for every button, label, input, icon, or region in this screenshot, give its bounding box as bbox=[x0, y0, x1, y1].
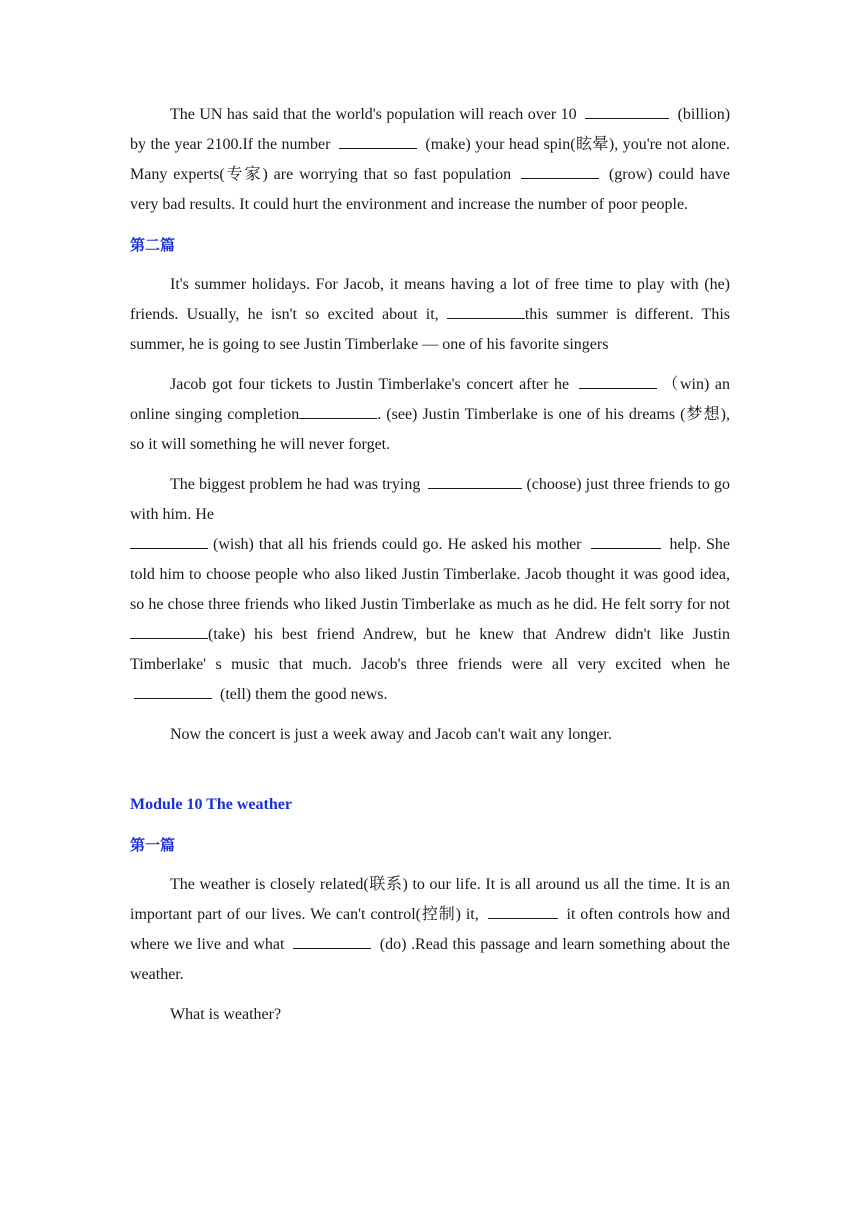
blank-line bbox=[521, 164, 599, 179]
text-segment: (make) your head spin(眩晕), you're not alone. Many experts(专家) are worrying that so fast population bbox=[130, 136, 731, 183]
blank-line bbox=[299, 404, 377, 419]
text-segment: The biggest problem he had was trying bbox=[170, 476, 421, 493]
passage-paragraph-population bbox=[130, 100, 730, 220]
blank-line bbox=[134, 684, 212, 699]
section-heading-second-passage: 第二篇 bbox=[130, 236, 176, 254]
blank-line bbox=[130, 534, 208, 549]
text-segment: (tell) them the good news. bbox=[220, 686, 388, 703]
blank-line bbox=[130, 624, 208, 639]
passage-paragraph-tickets bbox=[130, 370, 730, 460]
passage-paragraph-weather bbox=[130, 870, 730, 990]
text-segment: (grow) could have very bad results. It could hurt the environment and increase the number of poor people. bbox=[130, 166, 731, 213]
text-segment: this summer is different. This summer, he is going to see Justin Timberlake — one of his favorite singers bbox=[130, 306, 731, 353]
text-segment: (wish) that all his friends could go. He asked his mother bbox=[213, 536, 582, 553]
text-segment: . (see) Justin Timberlake is one of his dreams (梦想), so it will something he will never forget. bbox=[130, 406, 730, 453]
blank-line bbox=[293, 934, 371, 949]
document-page bbox=[130, 100, 730, 1040]
blank-line bbox=[585, 104, 669, 119]
blank-line bbox=[591, 534, 661, 549]
blank-line bbox=[579, 374, 657, 389]
text-segment: Jacob got four tickets to Justin Timberlake's concert after he bbox=[170, 376, 570, 393]
blank-line bbox=[447, 304, 525, 319]
text-segment: (do) .Read this passage and learn something about the weather. bbox=[130, 936, 731, 983]
passage-paragraph-concert: Now the concert is just a week away and Jacob can't wait any longer. bbox=[170, 726, 612, 743]
passage-paragraph-summer bbox=[130, 270, 730, 360]
text-segment: (billion) by the year 2100.If the number bbox=[130, 106, 731, 153]
text-segment: (choose) just three friends to go with him. He bbox=[130, 476, 730, 523]
text-segment: The UN has said that the world's population will reach over 10 bbox=[170, 106, 577, 123]
text-segment: （win) an online singing completion bbox=[130, 376, 731, 423]
passage-paragraph-problem bbox=[130, 470, 730, 710]
text-segment: It's summer holidays. For Jacob, it means having a lot of free time to play with (he) friends. Usually, he isn't so excited about it, bbox=[130, 276, 730, 323]
text-segment: help. She told him to choose people who also liked Justin Timberlake. Jacob thought it was good idea, so he chose three friends who liked Justin Timberlake as much as he did. He felt sorry for not bbox=[130, 536, 731, 613]
section-heading-first-passage: 第一篇 bbox=[130, 836, 176, 854]
text-segment: (take) his best friend Andrew, but he knew that Andrew didn't like Justin Timberlake' s music that much. Jacob's three friends were all very excited when he bbox=[130, 626, 730, 673]
blank-line bbox=[488, 904, 558, 919]
passage-paragraph-what-is-weather: What is weather? bbox=[170, 1006, 282, 1023]
text-segment: it often controls how and where we live and what bbox=[130, 906, 731, 953]
text-segment: The weather is closely related(联系) to our life. It is all around us all the time. It is an important part of our lives. We can't control(控制) it, bbox=[130, 876, 730, 923]
blank-line bbox=[428, 474, 522, 489]
module-heading-weather: Module 10 The weather bbox=[130, 796, 292, 813]
blank-line bbox=[339, 134, 417, 149]
